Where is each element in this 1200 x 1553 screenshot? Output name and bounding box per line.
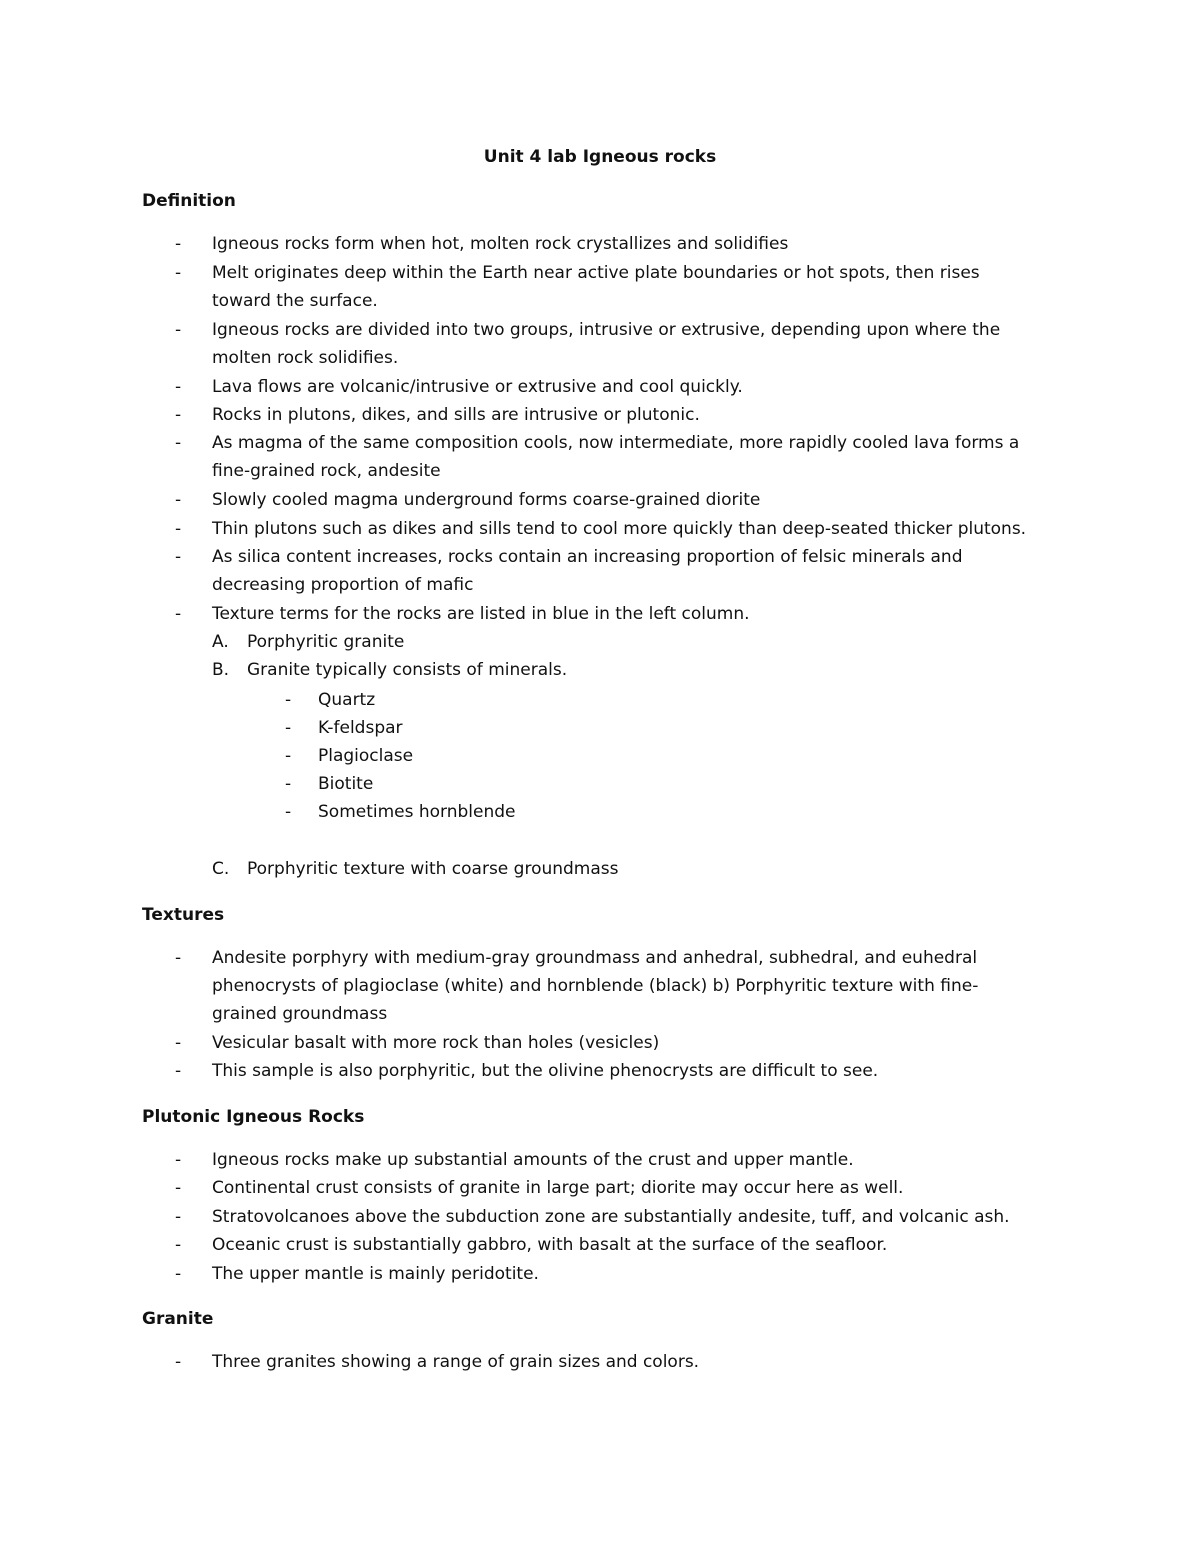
list-marker-a: A. [212, 632, 229, 652]
list-marker-c: C. [212, 859, 230, 879]
bullet-dash: - [175, 1178, 182, 1198]
list-item: Slowly cooled magma underground forms coarse-grained diorite [212, 490, 761, 510]
lettered-item-a: Porphyritic granite [247, 632, 405, 652]
mineral-item: Quartz [318, 690, 376, 710]
list-item: Vesicular basalt with more rock than holes (vesicles) [212, 1033, 660, 1053]
list-item: Melt originates deep within the Earth near active plate boundaries or hot spots, then rises [212, 263, 980, 283]
bullet-dash: - [175, 433, 182, 453]
bullet-dash: - [175, 1207, 182, 1227]
section-heading-plutonic: Plutonic Igneous Rocks [142, 1107, 365, 1127]
list-item: Andesite porphyry with medium-gray groundmass and anhedral, subhedral, and euhedral [212, 948, 978, 968]
bullet-dash: - [175, 1061, 182, 1081]
bullet-dash: - [175, 234, 182, 254]
list-item: Thin plutons such as dikes and sills tend to cool more quickly than deep-seated thicker plutons. [212, 519, 1027, 539]
bullet-dash: - [175, 948, 182, 968]
bullet-dash: - [175, 320, 182, 340]
list-item: Three granites showing a range of grain sizes and colors. [212, 1352, 700, 1372]
section-heading-textures: Textures [142, 905, 225, 925]
list-item: Rocks in plutons, dikes, and sills are intrusive or plutonic. [212, 405, 700, 425]
sub-bullet-dash: - [285, 718, 292, 738]
bullet-dash: - [175, 263, 182, 283]
list-item: Igneous rocks make up substantial amounts of the crust and upper mantle. [212, 1150, 854, 1170]
bullet-dash: - [175, 519, 182, 539]
mineral-item: Biotite [318, 774, 374, 794]
section-heading-granite: Granite [142, 1309, 214, 1329]
list-item: As magma of the same composition cools, now intermediate, more rapidly cooled lava forms a [212, 433, 1020, 453]
lettered-item-b: Granite typically consists of minerals. [247, 660, 568, 680]
list-item: Igneous rocks form when hot, molten rock crystallizes and solidifies [212, 234, 789, 254]
sub-bullet-dash: - [285, 774, 292, 794]
list-item: Texture terms for the rocks are listed in blue in the left column. [212, 604, 750, 624]
list-item-continuation: grained groundmass [212, 1004, 388, 1024]
bullet-dash: - [175, 1033, 182, 1053]
page-title: Unit 4 lab Igneous rocks [483, 147, 717, 167]
bullet-dash: - [175, 490, 182, 510]
list-item-continuation: fine-grained rock, andesite [212, 461, 441, 481]
mineral-item: Plagioclase [318, 746, 414, 766]
sub-bullet-dash: - [285, 746, 292, 766]
list-item-continuation: molten rock solidifies. [212, 348, 399, 368]
bullet-dash: - [175, 1352, 182, 1372]
list-item: Stratovolcanoes above the subduction zone are substantially andesite, tuff, and volcanic ash. [212, 1207, 1010, 1227]
list-item-continuation: toward the surface. [212, 291, 378, 311]
bullet-dash: - [175, 1264, 182, 1284]
list-item: This sample is also porphyritic, but the olivine phenocrysts are difficult to see. [212, 1061, 879, 1081]
list-item: As silica content increases, rocks contain an increasing proportion of felsic minerals and [212, 547, 963, 567]
section-heading-definition: Definition [142, 191, 236, 211]
bullet-dash: - [175, 405, 182, 425]
list-item-continuation: phenocrysts of plagioclase (white) and hornblende (black) b) Porphyritic texture with fine- [212, 976, 979, 996]
bullet-dash: - [175, 1235, 182, 1255]
mineral-item: K-feldspar [318, 718, 403, 738]
list-item-continuation: decreasing proportion of mafic [212, 575, 474, 595]
bullet-dash: - [175, 604, 182, 624]
mineral-item: Sometimes hornblende [318, 802, 516, 822]
bullet-dash: - [175, 547, 182, 567]
bullet-dash: - [175, 377, 182, 397]
sub-bullet-dash: - [285, 690, 292, 710]
list-marker-b: B. [212, 660, 230, 680]
list-item: Lava flows are volcanic/intrusive or extrusive and cool quickly. [212, 377, 743, 397]
bullet-dash: - [175, 1150, 182, 1170]
list-item: Oceanic crust is substantially gabbro, with basalt at the surface of the seafloor. [212, 1235, 888, 1255]
sub-bullet-dash: - [285, 802, 292, 822]
lettered-item-c: Porphyritic texture with coarse groundmass [247, 859, 619, 879]
list-item: Continental crust consists of granite in large part; diorite may occur here as well. [212, 1178, 904, 1198]
list-item: The upper mantle is mainly peridotite. [212, 1264, 539, 1284]
list-item: Igneous rocks are divided into two groups, intrusive or extrusive, depending upon where the [212, 320, 1001, 340]
